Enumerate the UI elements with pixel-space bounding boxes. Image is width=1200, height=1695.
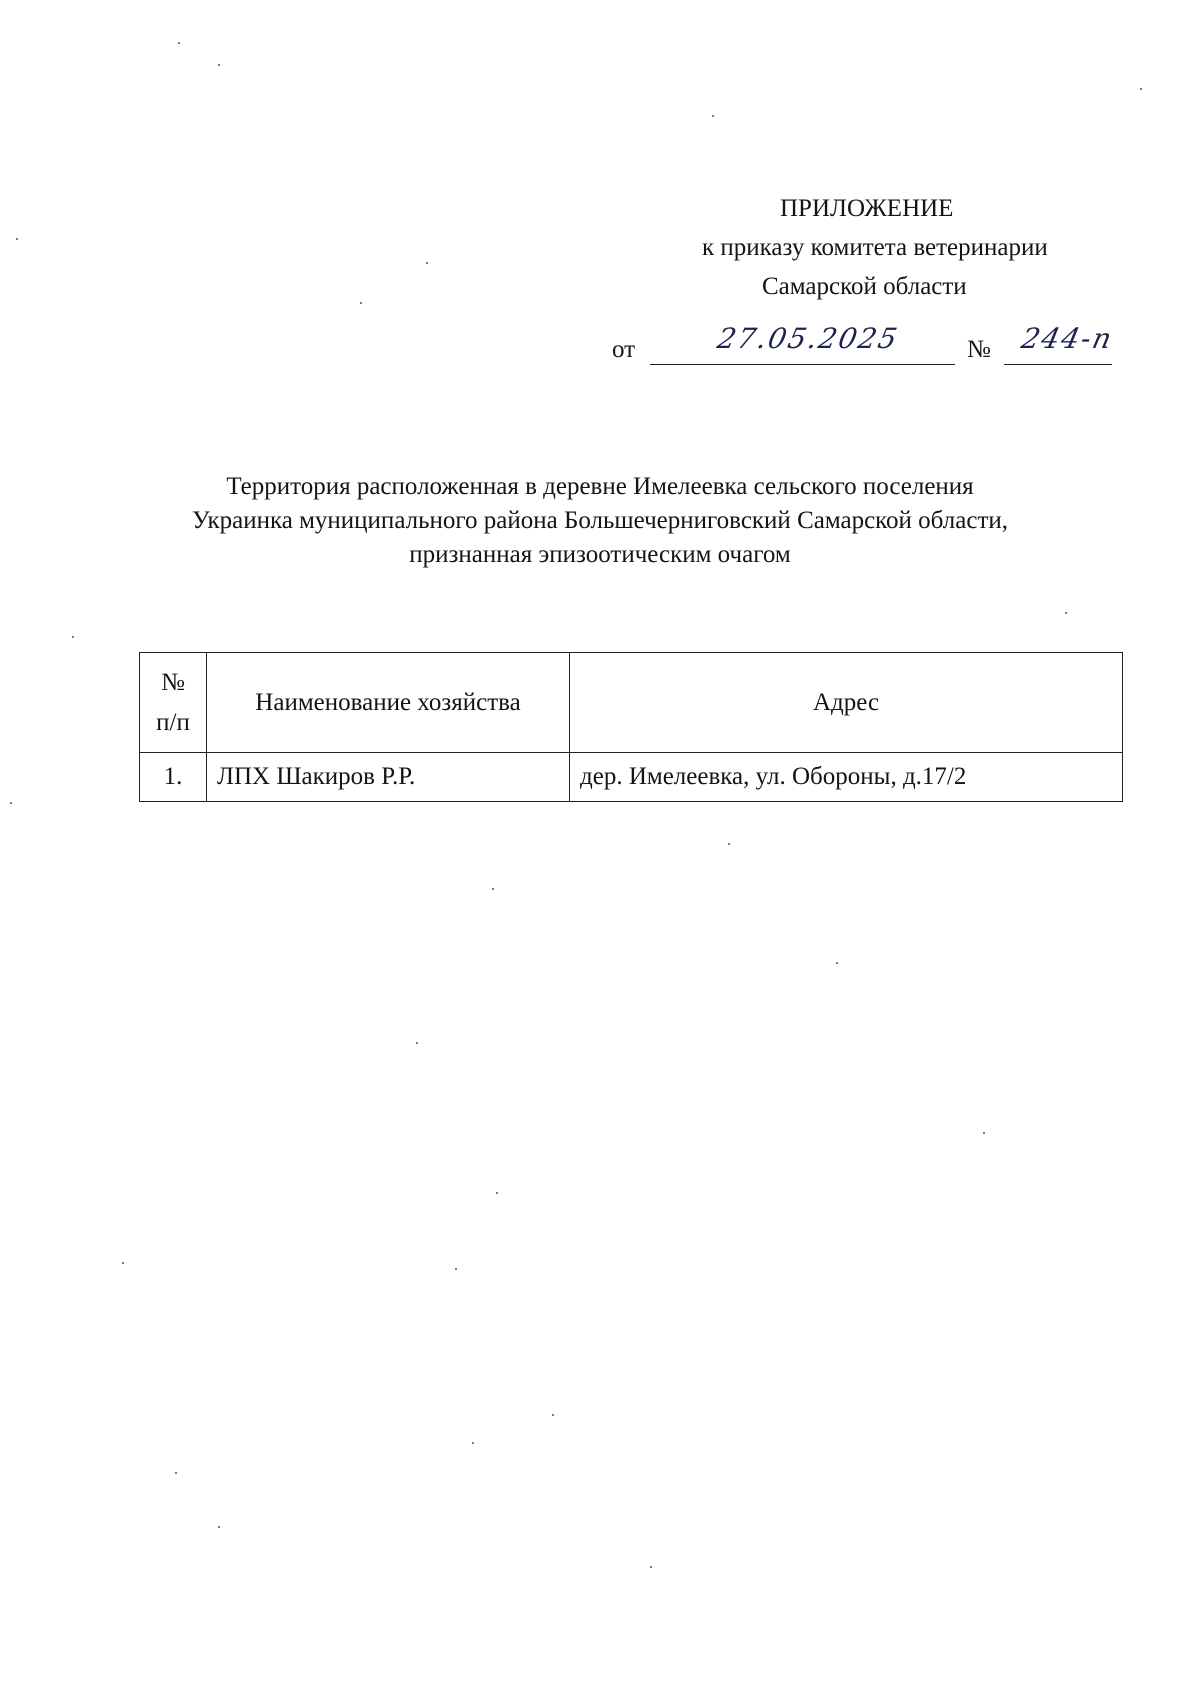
row-farm-name: ЛПХ Шакиров Р.Р. xyxy=(207,753,570,802)
scan-speck xyxy=(218,1526,220,1528)
scan-speck xyxy=(218,64,220,66)
row-number: 1. xyxy=(140,753,207,802)
header-number xyxy=(140,653,207,753)
order-date-label: от xyxy=(612,336,636,363)
scan-speck xyxy=(10,802,12,804)
scan-speck xyxy=(178,42,180,44)
scan-speck xyxy=(983,1132,985,1134)
row-address: дер. Имелеевка, ул. Обороны, д.17/2 xyxy=(570,753,1123,802)
scan-speck xyxy=(1065,612,1067,614)
scan-speck xyxy=(552,1414,554,1416)
scan-speck xyxy=(496,1192,498,1194)
handwritten-order-date: 27.05.2025 xyxy=(714,322,902,355)
scan-speck xyxy=(472,1442,474,1444)
title-line-1: Территория расположенная в деревне Имелеевка сельского поселения xyxy=(226,473,974,500)
title-line-3: признанная эпизоотическим очагом xyxy=(409,541,791,568)
header-number-order: п/п xyxy=(156,708,190,736)
scan-speck xyxy=(1140,88,1142,90)
scan-speck xyxy=(360,302,362,304)
scan-speck xyxy=(122,1262,124,1264)
order-number-label: № xyxy=(967,336,991,363)
appendix-region: Самарской области xyxy=(762,273,967,300)
scan-speck xyxy=(426,262,428,264)
scan-speck xyxy=(712,115,714,117)
header-farm-name: Наименование хозяйства xyxy=(207,653,570,753)
title-line-2: Украинка муниципального района Большечерниговский Самарской области, xyxy=(191,507,1008,534)
appendix-order-reference: к приказу комитета ветеринарии xyxy=(702,234,1048,261)
order-date-field xyxy=(650,322,955,365)
scan-speck xyxy=(16,238,18,240)
scan-speck xyxy=(650,1566,652,1568)
scan-speck xyxy=(416,1042,418,1044)
scan-speck xyxy=(175,1472,177,1474)
appendix-heading: ПРИЛОЖЕНИЕ xyxy=(780,195,954,222)
handwritten-order-number: 244-п xyxy=(1018,322,1117,355)
table-row xyxy=(140,753,1123,802)
scan-speck xyxy=(836,962,838,964)
scan-speck xyxy=(728,843,730,845)
order-number-field xyxy=(1004,322,1117,365)
scan-speck xyxy=(455,1268,457,1270)
farm-registry-table xyxy=(139,652,1123,802)
document-title xyxy=(100,470,1100,572)
table-header-row xyxy=(140,653,1123,753)
order-date-number-line xyxy=(612,322,1122,368)
header-number-sign: № xyxy=(161,668,185,696)
scan-speck xyxy=(492,888,494,890)
header-address: Адрес xyxy=(570,653,1123,753)
scan-speck xyxy=(72,636,74,638)
